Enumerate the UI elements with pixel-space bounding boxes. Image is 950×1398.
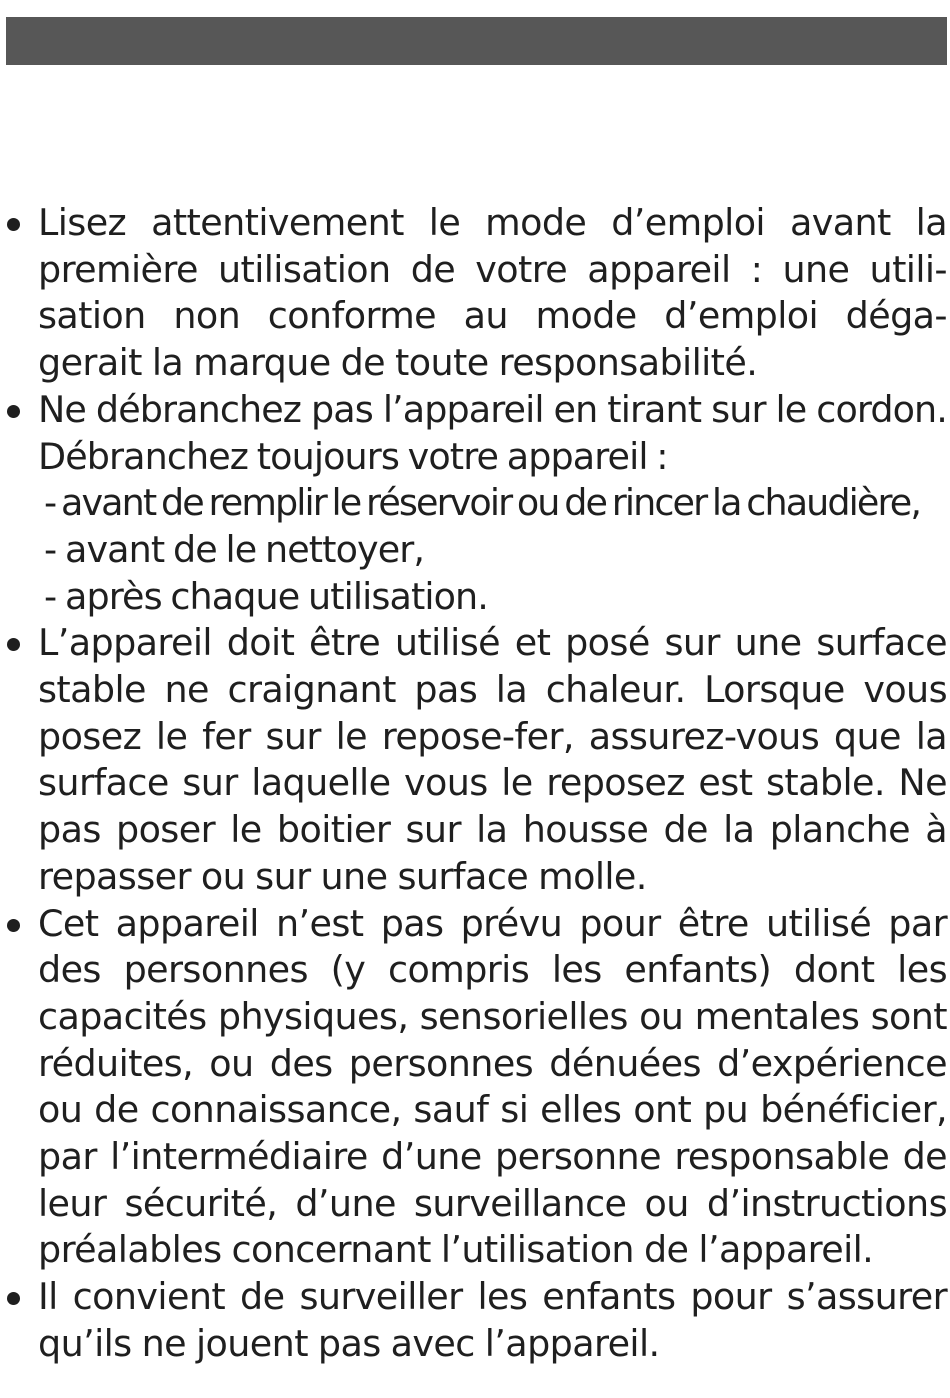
bullet-icon [7, 218, 20, 231]
sub-list-item: - après chaque utilisation. [44, 574, 488, 618]
sub-list-item: - avant de le nettoyer, [44, 527, 425, 571]
bullet-icon [7, 638, 20, 651]
list-item [0, 620, 947, 900]
list-item [0, 1274, 947, 1367]
list-item [0, 200, 947, 387]
header-bar [6, 17, 947, 65]
list-item-text: Il convient de surveiller les enfants pour s’assurer qu’ils ne jouent pas avec l’appareil. [38, 1275, 947, 1365]
list-item [0, 901, 947, 1275]
list-item-text: Ne débranchez pas l’appareil en tirant sur le cordon. Débranchez toujours votre appareil : [38, 387, 947, 478]
list-item-text: Cet appareil n’est pas prévu pour être utilisé par des personnes (y compris les enfants) dont les capacités physiques, sensorielles ou mentales sont réduites, ou des personnes dénuées d’expérience ou de connaissance, sauf si elles ont pu bénéficier, par l’intermédiaire d’une personne responsable de leur sécurité, d’une surveillance ou d’instructions préalables concernant l’utilisation de l’appareil. [38, 901, 947, 1272]
list-item-text: L’appareil doit être utilisé et posé sur une surface stable ne craignant pas la chaleur. Lorsque vous posez le fer sur le repose-fer, assurez-vous que la surface sur laquelle vous le reposez est stable. Ne pas poser le boitier sur la housse de la planche à repasser ou sur une surface molle. [38, 621, 947, 898]
list-item-text: Lisez attentivement le mode d’emploi avant la première utilisation de votre appareil : une utili- sation non conforme au mode d’emploi déga- gerait la marque de toute responsabilité. [38, 201, 947, 385]
bullet-icon [7, 1292, 20, 1305]
bullet-icon [7, 919, 20, 932]
list-item [0, 387, 947, 621]
bullet-icon [7, 405, 20, 418]
safety-instructions-list [0, 200, 950, 1368]
sub-list-item: - avant de remplir le réservoir ou de rincer la chaudière, [44, 481, 921, 525]
